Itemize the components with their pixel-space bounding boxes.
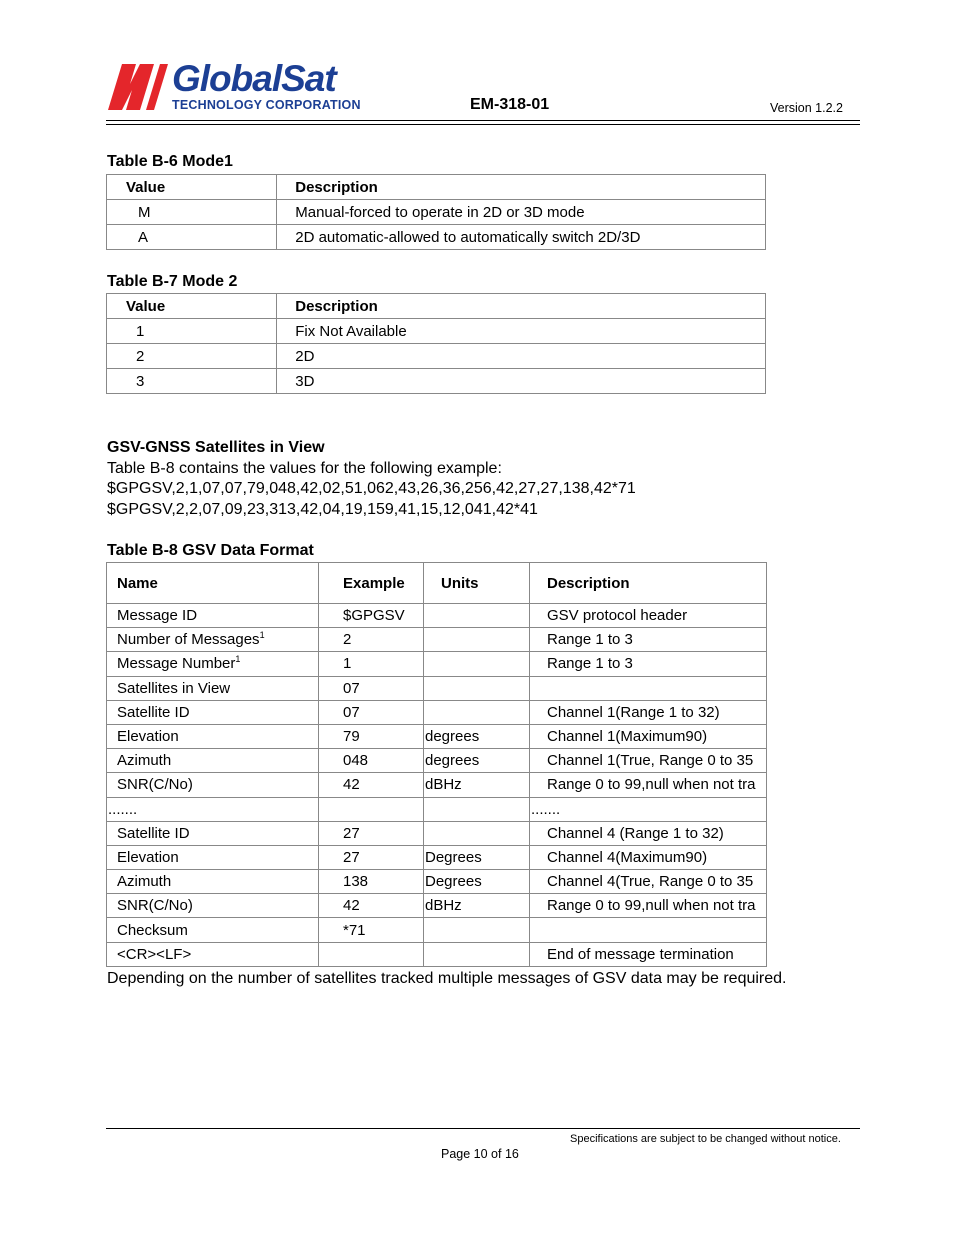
cell-name-text: ....... xyxy=(108,800,138,818)
cell-description xyxy=(530,845,767,869)
cell-description-text: Channel 1(Range 1 to 32) xyxy=(547,703,720,721)
cell-units-text: dBHz xyxy=(425,776,462,794)
globalsat-logo-icon xyxy=(106,60,170,112)
cell-example xyxy=(319,942,424,966)
gsv-example-1: $GPGSV,2,1,07,07,79,048,42,02,51,062,43,26,36,256,42,27,27,138,42*71 xyxy=(107,480,636,497)
cell-units xyxy=(424,724,530,748)
cell-units xyxy=(424,676,530,700)
cell-units xyxy=(424,652,530,676)
table-row xyxy=(107,369,766,394)
cell-units xyxy=(424,604,530,628)
cell-name-text: Elevation xyxy=(117,728,179,746)
cell-name-text: Satellites in View xyxy=(117,679,231,697)
cell-example xyxy=(319,676,424,700)
cell-name xyxy=(107,749,319,773)
cell-units xyxy=(424,749,530,773)
cell-name xyxy=(107,724,319,748)
cell-example-text: 2 xyxy=(343,631,352,649)
table-b8 xyxy=(106,562,767,967)
table-row xyxy=(107,918,767,942)
cell-name xyxy=(107,676,319,700)
cell-units xyxy=(424,918,530,942)
column-header-example: Example xyxy=(319,563,424,604)
cell-value: A xyxy=(107,225,277,250)
table-row xyxy=(107,870,767,894)
cell-description xyxy=(530,942,767,966)
table-row xyxy=(107,700,767,724)
cell-name xyxy=(107,942,319,966)
cell-value: M xyxy=(107,200,277,225)
cell-example xyxy=(319,700,424,724)
table-b6-caption: Table B-6 Mode1 xyxy=(107,153,233,170)
cell-description xyxy=(530,773,767,797)
cell-description-text: Range 1 to 3 xyxy=(547,655,633,673)
table-row xyxy=(107,628,767,652)
table-b7 xyxy=(106,293,766,394)
cell-description-text: End of message termination xyxy=(547,945,734,963)
cell-units xyxy=(424,628,530,652)
cell-example-text: $GPGSV xyxy=(343,607,405,625)
table-row xyxy=(107,749,767,773)
cell-units xyxy=(424,845,530,869)
cell-name-text: Checksum xyxy=(117,921,188,939)
cell-name-text: Message ID xyxy=(117,607,198,625)
cell-name-text: Message Number xyxy=(117,655,236,673)
cell-description xyxy=(530,797,767,821)
cell-name xyxy=(107,845,319,869)
cell-example xyxy=(319,918,424,942)
cell-units-text: dBHz xyxy=(425,897,462,915)
footer-rule xyxy=(106,1128,860,1129)
cell-units xyxy=(424,797,530,821)
table-row xyxy=(107,821,767,845)
column-header-description: Description xyxy=(277,175,766,200)
cell-units xyxy=(424,700,530,724)
cell-description: Manual-forced to operate in 2D or 3D mode xyxy=(277,200,766,225)
cell-description-text: Range 1 to 3 xyxy=(547,631,633,649)
cell-units xyxy=(424,821,530,845)
cell-description-text: ....... xyxy=(531,800,561,818)
cell-description-text: Channel 1(Maximum90) xyxy=(547,728,708,746)
cell-example xyxy=(319,845,424,869)
table-row xyxy=(107,652,767,676)
column-header-name: Name xyxy=(107,563,319,604)
cell-example-text: 27 xyxy=(343,824,360,842)
cell-example-text: 79 xyxy=(343,728,360,746)
table-b8-caption: Table B-8 GSV Data Format xyxy=(107,542,314,559)
cell-example-text: 048 xyxy=(343,752,369,770)
cell-description-text: Channel 1(True, Range 0 to 35 xyxy=(547,752,754,770)
column-header-value: Value xyxy=(107,175,277,200)
cell-units xyxy=(424,773,530,797)
column-header-value: Value xyxy=(107,294,277,319)
cell-example xyxy=(319,894,424,918)
cell-value: 2 xyxy=(107,344,277,369)
table-row xyxy=(107,676,767,700)
cell-value: 3 xyxy=(107,369,277,394)
table-row xyxy=(107,942,767,966)
cell-description xyxy=(530,604,767,628)
footnote-marker: 1 xyxy=(235,654,241,665)
cell-description xyxy=(530,676,767,700)
table-b6 xyxy=(106,174,766,250)
table-row xyxy=(107,724,767,748)
cell-units-text: Degrees xyxy=(425,873,482,891)
cell-value: 1 xyxy=(107,319,277,344)
header-rule xyxy=(106,120,860,121)
document-code: EM-318-01 xyxy=(470,96,550,113)
cell-example xyxy=(319,773,424,797)
cell-description xyxy=(530,821,767,845)
cell-description xyxy=(530,870,767,894)
cell-name xyxy=(107,894,319,918)
cell-description: 3D xyxy=(277,369,766,394)
cell-example-text: 42 xyxy=(343,776,360,794)
cell-units-text: degrees xyxy=(425,752,480,770)
cell-example xyxy=(319,797,424,821)
company-logo xyxy=(106,58,361,114)
table-b8-body xyxy=(107,604,767,967)
cell-description-text: GSV protocol header xyxy=(547,607,688,625)
table-row xyxy=(107,344,766,369)
cell-units-text: Degrees xyxy=(425,848,482,866)
cell-example-text: 138 xyxy=(343,873,369,891)
logo-wordmark: GlobalSat xyxy=(172,58,336,99)
gsv-note: Depending on the number of satellites tracked multiple messages of GSV data may be required. xyxy=(107,970,787,987)
cell-name-text: Number of Messages xyxy=(117,631,260,649)
cell-example-text: 07 xyxy=(343,679,360,697)
cell-description xyxy=(530,700,767,724)
cell-description xyxy=(530,894,767,918)
cell-units xyxy=(424,894,530,918)
document-version: Version 1.2.2 xyxy=(770,101,843,115)
cell-units xyxy=(424,942,530,966)
cell-units xyxy=(424,870,530,894)
column-header-description: Description xyxy=(277,294,766,319)
cell-description xyxy=(530,628,767,652)
cell-name-text: Azimuth xyxy=(117,752,172,770)
cell-description-text: Channel 4 (Range 1 to 32) xyxy=(547,824,724,842)
table-row xyxy=(107,773,767,797)
cell-example-text: 1 xyxy=(343,655,352,673)
cell-name-text: SNR(C/No) xyxy=(117,897,193,915)
cell-description: 2D automatic-allowed to automatically switch 2D/3D xyxy=(277,225,766,250)
table-b7-caption: Table B-7 Mode 2 xyxy=(107,273,238,290)
table-row xyxy=(107,845,767,869)
cell-name-text: Satellite ID xyxy=(117,703,190,721)
cell-example-text: 07 xyxy=(343,703,360,721)
cell-description-text: Range 0 to 99,null when not tra xyxy=(547,776,756,794)
cell-description-text: Channel 4(True, Range 0 to 35 xyxy=(547,873,754,891)
cell-example xyxy=(319,724,424,748)
table-header-row xyxy=(107,294,766,319)
cell-example-text: 27 xyxy=(343,848,360,866)
cell-description-text: Channel 4(Maximum90) xyxy=(547,848,708,866)
cell-example xyxy=(319,821,424,845)
table-row xyxy=(107,200,766,225)
footer-notice: Specifications are subject to be changed without notice. xyxy=(570,1133,841,1145)
table-row xyxy=(107,225,766,250)
cell-example xyxy=(319,749,424,773)
page-number: Page 10 of 16 xyxy=(441,1147,519,1161)
gsv-intro: Table B-8 contains the values for the following example: xyxy=(107,460,502,477)
table-row xyxy=(107,894,767,918)
logo-subtitle: TECHNOLOGY CORPORATION xyxy=(172,98,361,112)
footnote-marker: 1 xyxy=(259,630,265,641)
table-row xyxy=(107,797,767,821)
cell-description xyxy=(530,918,767,942)
cell-name xyxy=(107,773,319,797)
cell-name-text: <CR><LF> xyxy=(117,945,192,963)
table-row xyxy=(107,319,766,344)
cell-name xyxy=(107,918,319,942)
cell-name-text: Azimuth xyxy=(117,873,172,891)
cell-description xyxy=(530,652,767,676)
column-header-units: Units xyxy=(424,563,530,604)
cell-example-text: *71 xyxy=(343,921,366,939)
cell-example xyxy=(319,628,424,652)
cell-name xyxy=(107,797,319,821)
cell-description-text: Range 0 to 99,null when not tra xyxy=(547,897,756,915)
cell-example-text: 42 xyxy=(343,897,360,915)
cell-description: Fix Not Available xyxy=(277,319,766,344)
gsv-example-2: $GPGSV,2,2,07,09,23,313,42,04,19,159,41,15,12,041,42*41 xyxy=(107,501,538,518)
cell-example xyxy=(319,604,424,628)
table-header-row xyxy=(107,563,767,604)
table-row xyxy=(107,604,767,628)
cell-name xyxy=(107,604,319,628)
cell-name xyxy=(107,821,319,845)
cell-description: 2D xyxy=(277,344,766,369)
cell-example xyxy=(319,870,424,894)
cell-name xyxy=(107,870,319,894)
cell-name xyxy=(107,700,319,724)
column-header-description: Description xyxy=(530,563,767,604)
cell-name xyxy=(107,628,319,652)
cell-name-text: Elevation xyxy=(117,848,179,866)
table-header-row xyxy=(107,175,766,200)
cell-name-text: Satellite ID xyxy=(117,824,190,842)
cell-units-text: degrees xyxy=(425,728,480,746)
cell-name xyxy=(107,652,319,676)
cell-name-text: SNR(C/No) xyxy=(117,776,193,794)
cell-description xyxy=(530,749,767,773)
header-rule-thin xyxy=(106,124,860,125)
cell-example xyxy=(319,652,424,676)
gsv-section-heading: GSV-GNSS Satellites in View xyxy=(107,439,325,456)
cell-description xyxy=(530,724,767,748)
